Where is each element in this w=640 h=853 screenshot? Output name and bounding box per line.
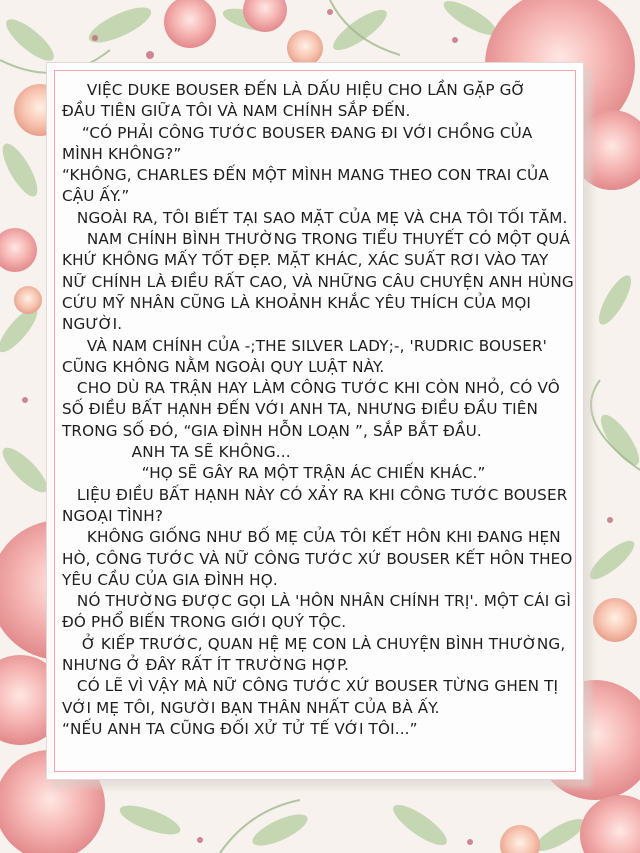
text-line: VÀ NAM CHÍNH CỦA -;THE SILVER LADY;-, 'RUDRIC BOUSER' (62, 336, 547, 355)
text-line: ĐẦU TIÊN GIỮA TÔI VÀ NAM CHÍNH SẮP ĐẾN. (62, 102, 411, 121)
text-line: HÒ, CÔNG TƯỚC VÀ NỮ CÔNG TƯỚC XỨ BOUSER KẾT HÔN THEO (62, 549, 573, 568)
text-line: NGOẠI TÌNH? (62, 506, 164, 525)
text-line: ANH TA SẼ KHÔNG... (62, 443, 291, 462)
text-line: NGOÀI RA, TÔI BIẾT TẠI SAO MẶT CỦA MẸ VÀ CHA TÔI TỐI TĂM. (62, 208, 568, 227)
text-line: KHỨ KHÔNG MẤY TỐT ĐẸP. MẶT KHÁC, XÁC SUẤT RƠI VÀO TAY (62, 251, 549, 270)
text-line: TRONG SỐ ĐÓ, “GIA ĐÌNH HỖN LOẠN ”, SẮP BẮT ĐẦU. (62, 421, 482, 440)
text-line: NHƯNG Ở ĐÂY RẤT ÍT TRƯỜNG HỢP. (62, 656, 350, 675)
text-line: SỐ ĐIỀU BẤT HẠNH ĐẾN VỚI ANH TA, NHƯNG ĐIỀU ĐẦU TIÊN (62, 400, 538, 419)
text-line: NỮ CHÍNH LÀ ĐIỀU RẤT CAO, VÀ NHỮNG CÂU CHUYỆN ANH HÙNG (62, 272, 574, 291)
text-line: YÊU CẦU CỦA GIA ĐÌNH HỌ. (62, 570, 278, 589)
text-line: “KHÔNG, CHARLES ĐẾN MỘT MÌNH MANG THEO CON TRAI CỦA (62, 166, 549, 185)
text-line: LIỆU ĐIỀU BẤT HẠNH NÀY CÓ XẢY RA KHI CÔNG TƯỚC BOUSER (62, 485, 568, 504)
text-line: CỨU MỸ NHÂN CŨNG LÀ KHOẢNH KHẮC YÊU THÍCH CỦA MỌI (62, 293, 532, 312)
text-line: “CÓ PHẢI CÔNG TƯỚC BOUSER ĐANG ĐI VỚI CHỒNG CỦA (62, 123, 533, 142)
text-line: Ở KIẾP TRƯỚC, QUAN HỆ MẸ CON LÀ CHUYỆN BÌNH THƯỜNG, (62, 634, 566, 653)
story-text (62, 80, 582, 740)
text-line: KHÔNG GIỐNG NHƯ BỐ MẸ CỦA TÔI KẾT HÔN KHI ĐANG HẸN (62, 528, 561, 547)
text-line: CŨNG KHÔNG NẰM NGOÀI QUY LUẬT NÀY. (62, 357, 385, 376)
text-line: VIỆC DUKE BOUSER ĐẾN LÀ DẤU HIỆU CHO LẦN GẶP GỠ (62, 81, 526, 99)
text-line: “NẾU ANH TA CŨNG ĐỐI XỬ TỬ TẾ VỚI TÔI...” (62, 719, 418, 738)
text-line: “HỌ SẼ GÂY RA MỘT TRẬN ÁC CHIẾN KHÁC.” (62, 464, 486, 483)
text-line: ĐÓ PHỔ BIẾN TRONG GIỚI QUÝ TỘC. (62, 613, 347, 632)
text-line: CẬU ẤY.” (62, 187, 130, 206)
text-line: CÓ LẼ VÌ VẬY MÀ NỮ CÔNG TƯỚC XỨ BOUSER TỪNG GHEN TỊ (62, 677, 559, 696)
text-line: CHO DÙ RA TRẬN HAY LÀM CÔNG TƯỚC KHI CÒN NHỎ, CÓ VÔ (62, 379, 560, 398)
text-line: NGƯỜI. (62, 315, 123, 334)
text-line: VỚI MẸ TÔI, NGƯỜI BẠN THÂN NHẤT CỦA BÀ ẤY. (62, 698, 440, 717)
text-line: NAM CHÍNH BÌNH THƯỜNG TRONG TIỂU THUYẾT CÓ MỘT QUÁ (62, 230, 571, 249)
text-line: NÓ THƯỜNG ĐƯỢC GỌI LÀ 'HÔN NHÂN CHÍNH TRỊ'. MỘT CÁI GÌ (62, 592, 571, 611)
text-line: MÌNH KHÔNG?” (62, 144, 182, 163)
